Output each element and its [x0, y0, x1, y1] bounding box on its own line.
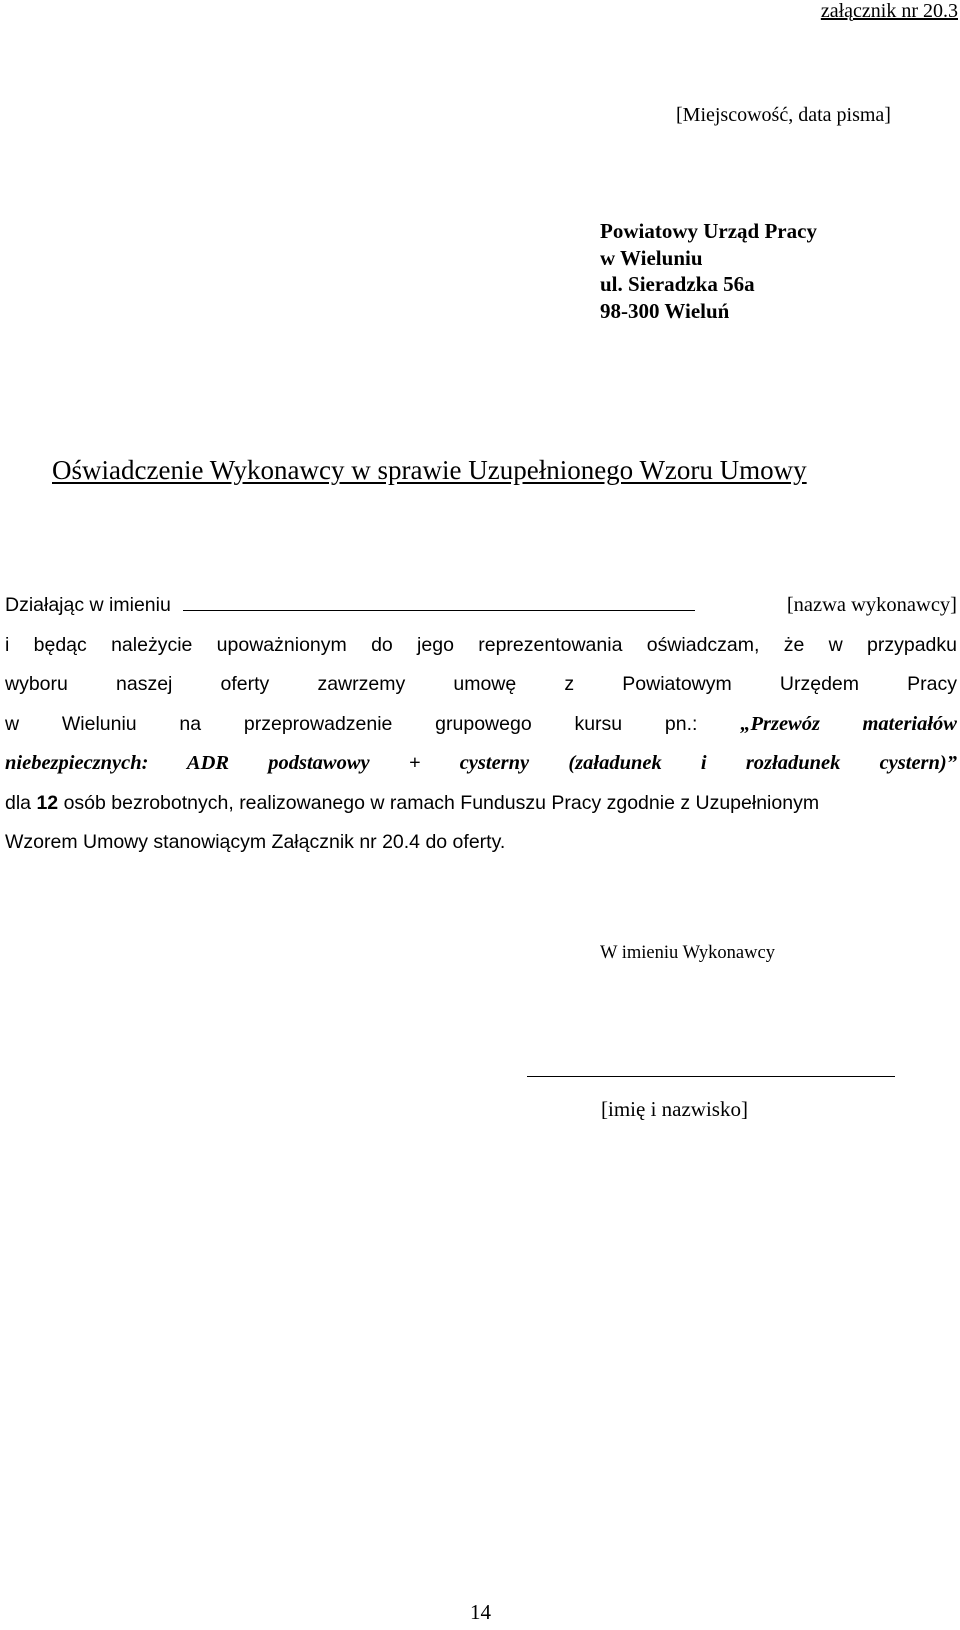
participants-prefix: dla [5, 791, 32, 814]
course-name-part-1: „Przewóz materiałów [740, 712, 957, 735]
participants-count: 12 [36, 791, 59, 814]
document-title: Oświadczenie Wykonawcy w sprawie Uzupełnionego Wzoru Umowy [52, 455, 807, 485]
course-intro: w Wieluniu na przeprowadzenie grupowego kursu pn.: [5, 712, 698, 735]
recipient-line-4: 98-300 Wieluń [600, 298, 730, 323]
acting-line [5, 586, 957, 626]
contractor-name-blank [183, 592, 695, 611]
course-name-part-2: niebezpiecznych: ADR podstawowy + cysterny (załadunek i rozładunek cystern)” [5, 752, 957, 774]
signer-name-placeholder: [imię i nazwisko] [601, 1097, 748, 1121]
recipient-line-3: ul. Sieradzka 56a [600, 272, 755, 296]
signature-line [527, 1076, 895, 1077]
annex-label: załącznik nr 20.3 [820, 0, 958, 22]
place-date-placeholder: [Miejscowość, data pisma] [676, 104, 891, 126]
participants-suffix: osób bezrobotnych, realizowanego w ramach Funduszu Pracy zgodnie z Uzupełnionym [63, 791, 820, 814]
contractor-placeholder: [nazwa wykonawcy] [786, 594, 957, 616]
recipient-line-2: w Wieluniu [600, 245, 703, 270]
recipient-address [600, 218, 817, 324]
page-number: 14 [470, 1600, 491, 1624]
body-line-4 [5, 705, 957, 745]
declaration-body [5, 586, 957, 863]
body-line-3: wyboru naszej oferty zawrzemy umowę z Powiatowym Urzędem Pracy [5, 673, 957, 695]
body-line-2: i będąc należycie upoważnionym do jego reprezentowania oświadczam, że w przypadku [5, 633, 957, 656]
body-line-7: Wzorem Umowy stanowiącym Załącznik nr 20.4 do oferty. [5, 831, 506, 853]
body-line-6 [5, 784, 957, 824]
recipient-line-1: Powiatowy Urząd Pracy [600, 219, 817, 243]
signature-label: W imieniu Wykonawcy [600, 943, 775, 963]
acting-prefix: Działając w imieniu [5, 594, 171, 616]
